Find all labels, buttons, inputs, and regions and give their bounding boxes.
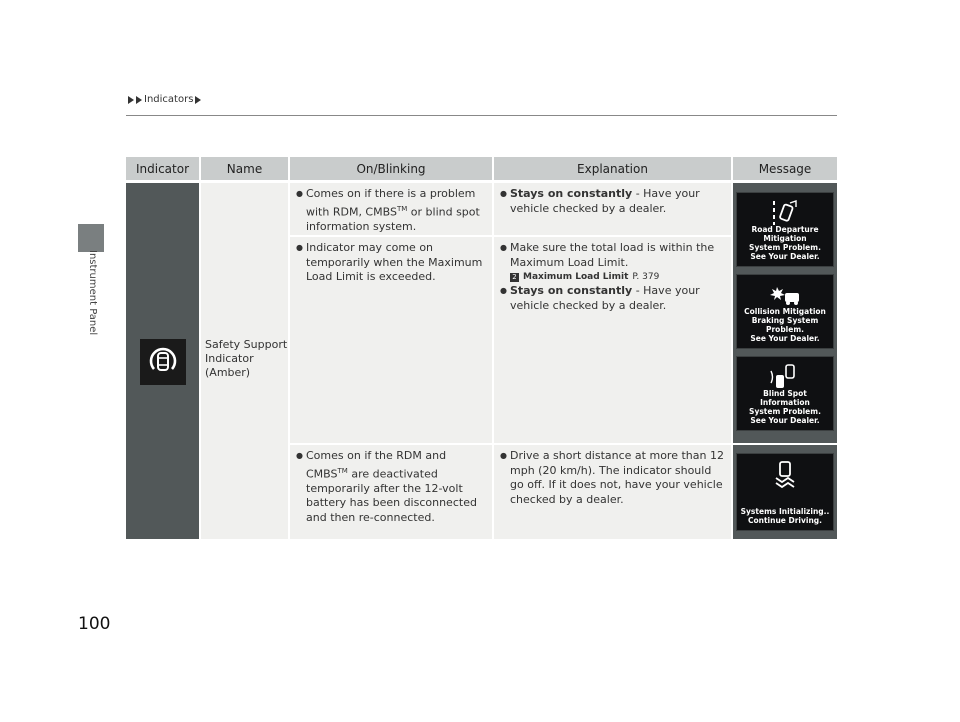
row2-explanation-text-2: ● Stays on constantly - Have your vehicle checked by a dealer. [500, 284, 725, 313]
message-screen-cmbs [736, 274, 834, 349]
road-departure-icon [768, 199, 802, 227]
indicator-cell [126, 183, 199, 539]
chevron-right-icon [195, 96, 201, 104]
chapter-tab [78, 224, 104, 252]
indicator-table [126, 157, 837, 539]
row1-explanation-text: ● Stays on constantly - Have your vehicle checked by a dealer. [500, 187, 725, 216]
message-text: Collision Mitigation Braking System Problem. See Your Dealer. [744, 307, 826, 343]
message-screen-rdm [736, 192, 834, 267]
breadcrumb[interactable] [128, 94, 201, 105]
row3-on-text: ● Comes on if the RDM and CMBS™ are deactivated temporarily after the 12-volt battery has been disconnected and then re-connected. [296, 449, 486, 525]
message-cell-row3 [733, 445, 837, 539]
systems-initializing-icon [770, 460, 800, 490]
chevron-right-icon [136, 96, 142, 104]
row1-on-cell [290, 183, 492, 235]
row2-on-cell [290, 237, 492, 443]
row3-explanation-text: ● Drive a short distance at more than 12 mph (20 km/h). The indicator should go off. If it does not, have your vehicle checked by a dealer. [500, 449, 725, 507]
row3-on-cell [290, 445, 492, 539]
breadcrumb-label[interactable]: Indicators [144, 94, 194, 105]
maximum-load-limit-link[interactable]: 2 Maximum Load Limit P. 379 [500, 272, 731, 282]
message-screen-blind-spot [736, 356, 834, 431]
row1-on-text: ● Comes on if there is a problem with RDM, CMBS™ or blind spot information system. [296, 187, 486, 234]
name-line: Indicator [205, 352, 254, 365]
message-text: Road Departure Mitigation System Problem. See Your Dealer. [749, 225, 821, 261]
page-reference-icon: 2 [510, 273, 519, 282]
header-name: Name [201, 157, 288, 180]
row1-explanation-cell [494, 183, 731, 235]
header-explanation: Explanation [494, 157, 731, 180]
message-cell-group [733, 183, 837, 443]
name-line: Safety Support [205, 338, 288, 351]
blind-spot-icon [768, 363, 802, 391]
row2-explanation-cell [494, 237, 731, 443]
page-number: 100 [78, 614, 111, 634]
chapter-label: Instrument Panel [87, 250, 98, 336]
header-on-blinking: On/Blinking [290, 157, 492, 180]
chevron-right-icon [128, 96, 134, 104]
message-text: Blind Spot Information System Problem. See Your Dealer. [749, 389, 821, 425]
row2-explanation-text: ● Make sure the total load is within the Maximum Load Limit. [500, 241, 725, 270]
message-text: Systems Initializing.. Continue Driving. [740, 507, 830, 525]
name-line: (Amber) [205, 366, 251, 379]
row3-explanation-cell [494, 445, 731, 539]
header-message: Message [733, 157, 837, 180]
name-cell [201, 183, 288, 539]
row2-on-text: ● Indicator may come on temporarily when the Maximum Load Limit is exceeded. [296, 241, 486, 285]
message-screen-initializing [736, 453, 834, 531]
header-rule [126, 115, 837, 116]
header-indicator: Indicator [126, 157, 199, 180]
collision-mitigation-icon [767, 281, 803, 309]
safety-support-indicator-icon [140, 339, 186, 385]
